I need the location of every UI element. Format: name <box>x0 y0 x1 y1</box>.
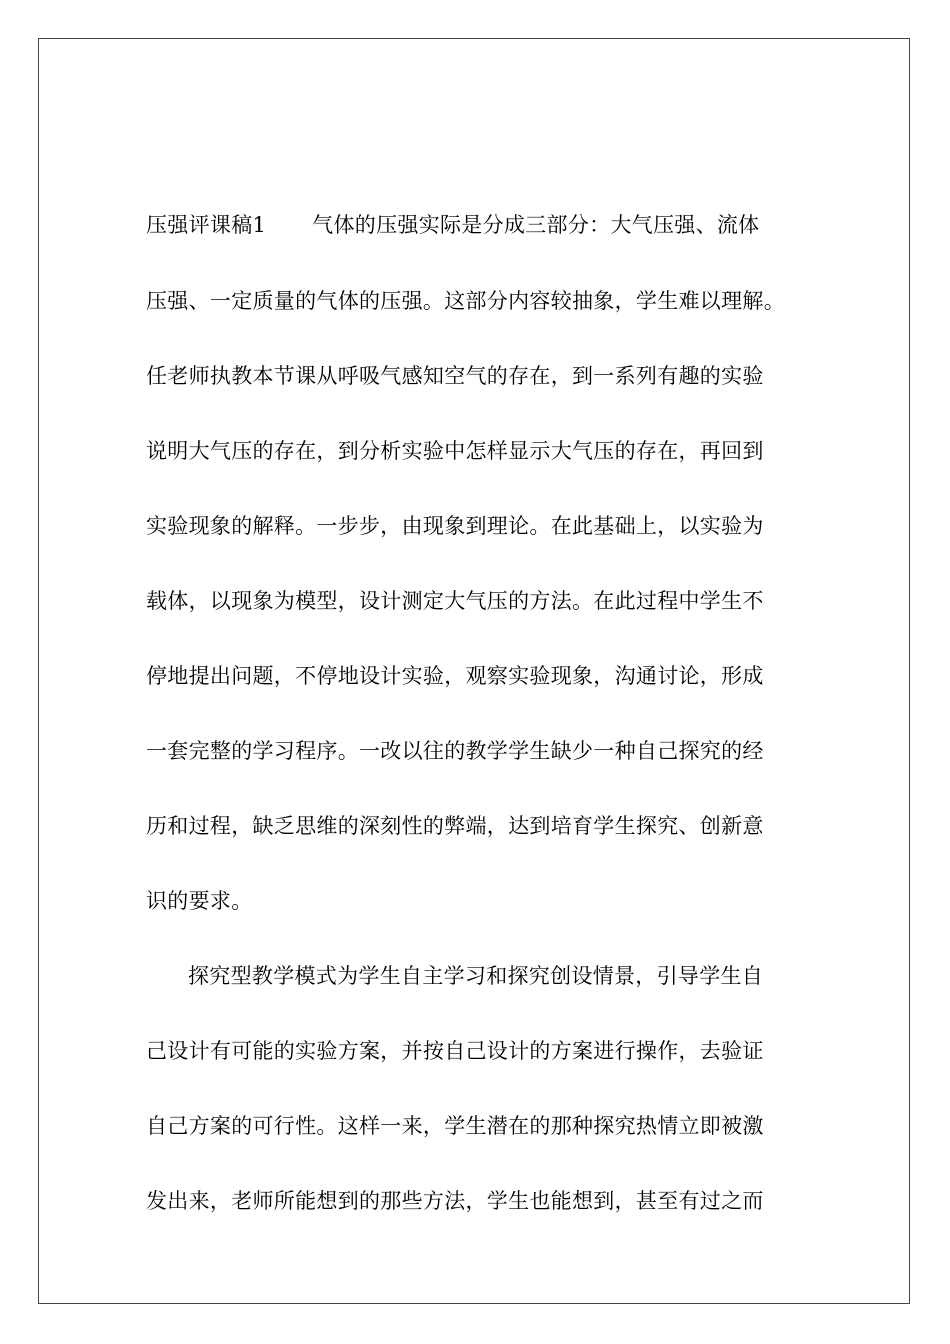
document-title: 压强评课稿1 <box>146 213 267 237</box>
paragraph-line: 己设计有可能的实验方案，并按自己设计的方案进行操作，去验证 <box>146 1039 764 1063</box>
paragraph-line: 自己方案的可行性。这样一来，学生潜在的那种探究热情立即被激 <box>146 1114 764 1138</box>
paragraph-line: 探究型教学模式为学生自主学习和探究创设情景，引导学生自 <box>188 964 764 988</box>
paragraph-line: 实验现象的解释。一步步，由现象到理论。在此基础上，以实验为 <box>146 514 764 538</box>
paragraph-line: 停地提出问题，不停地设计实验，观察实验现象，沟通讨论，形成 <box>146 664 764 688</box>
paragraph-line: 一套完整的学习程序。一改以往的教学学生缺少一种自己探究的经 <box>146 739 764 763</box>
paragraph-text: 气体的压强实际是分成三部分：大气压强、流体 <box>312 213 760 237</box>
paragraph-line: 识的要求。 <box>146 889 253 913</box>
paragraph-line: 发出来，老师所能想到的那些方法，学生也能想到，甚至有过之而 <box>146 1189 764 1213</box>
paragraph-line <box>146 211 806 239</box>
paragraph-line: 说明大气压的存在，到分析实验中怎样显示大气压的存在，再回到 <box>146 439 764 463</box>
paragraph-line: 载体，以现象为模型，设计测定大气压的方法。在此过程中学生不 <box>146 589 764 613</box>
paragraph-line: 历和过程，缺乏思维的深刻性的弊端，达到培育学生探究、创新意 <box>146 814 764 838</box>
paragraph-line: 压强、一定质量的气体的压强。这部分内容较抽象，学生难以理解。 <box>146 289 785 313</box>
paragraph-line: 任老师执教本节课从呼吸气感知空气的存在，到一系列有趣的实验 <box>146 364 764 388</box>
